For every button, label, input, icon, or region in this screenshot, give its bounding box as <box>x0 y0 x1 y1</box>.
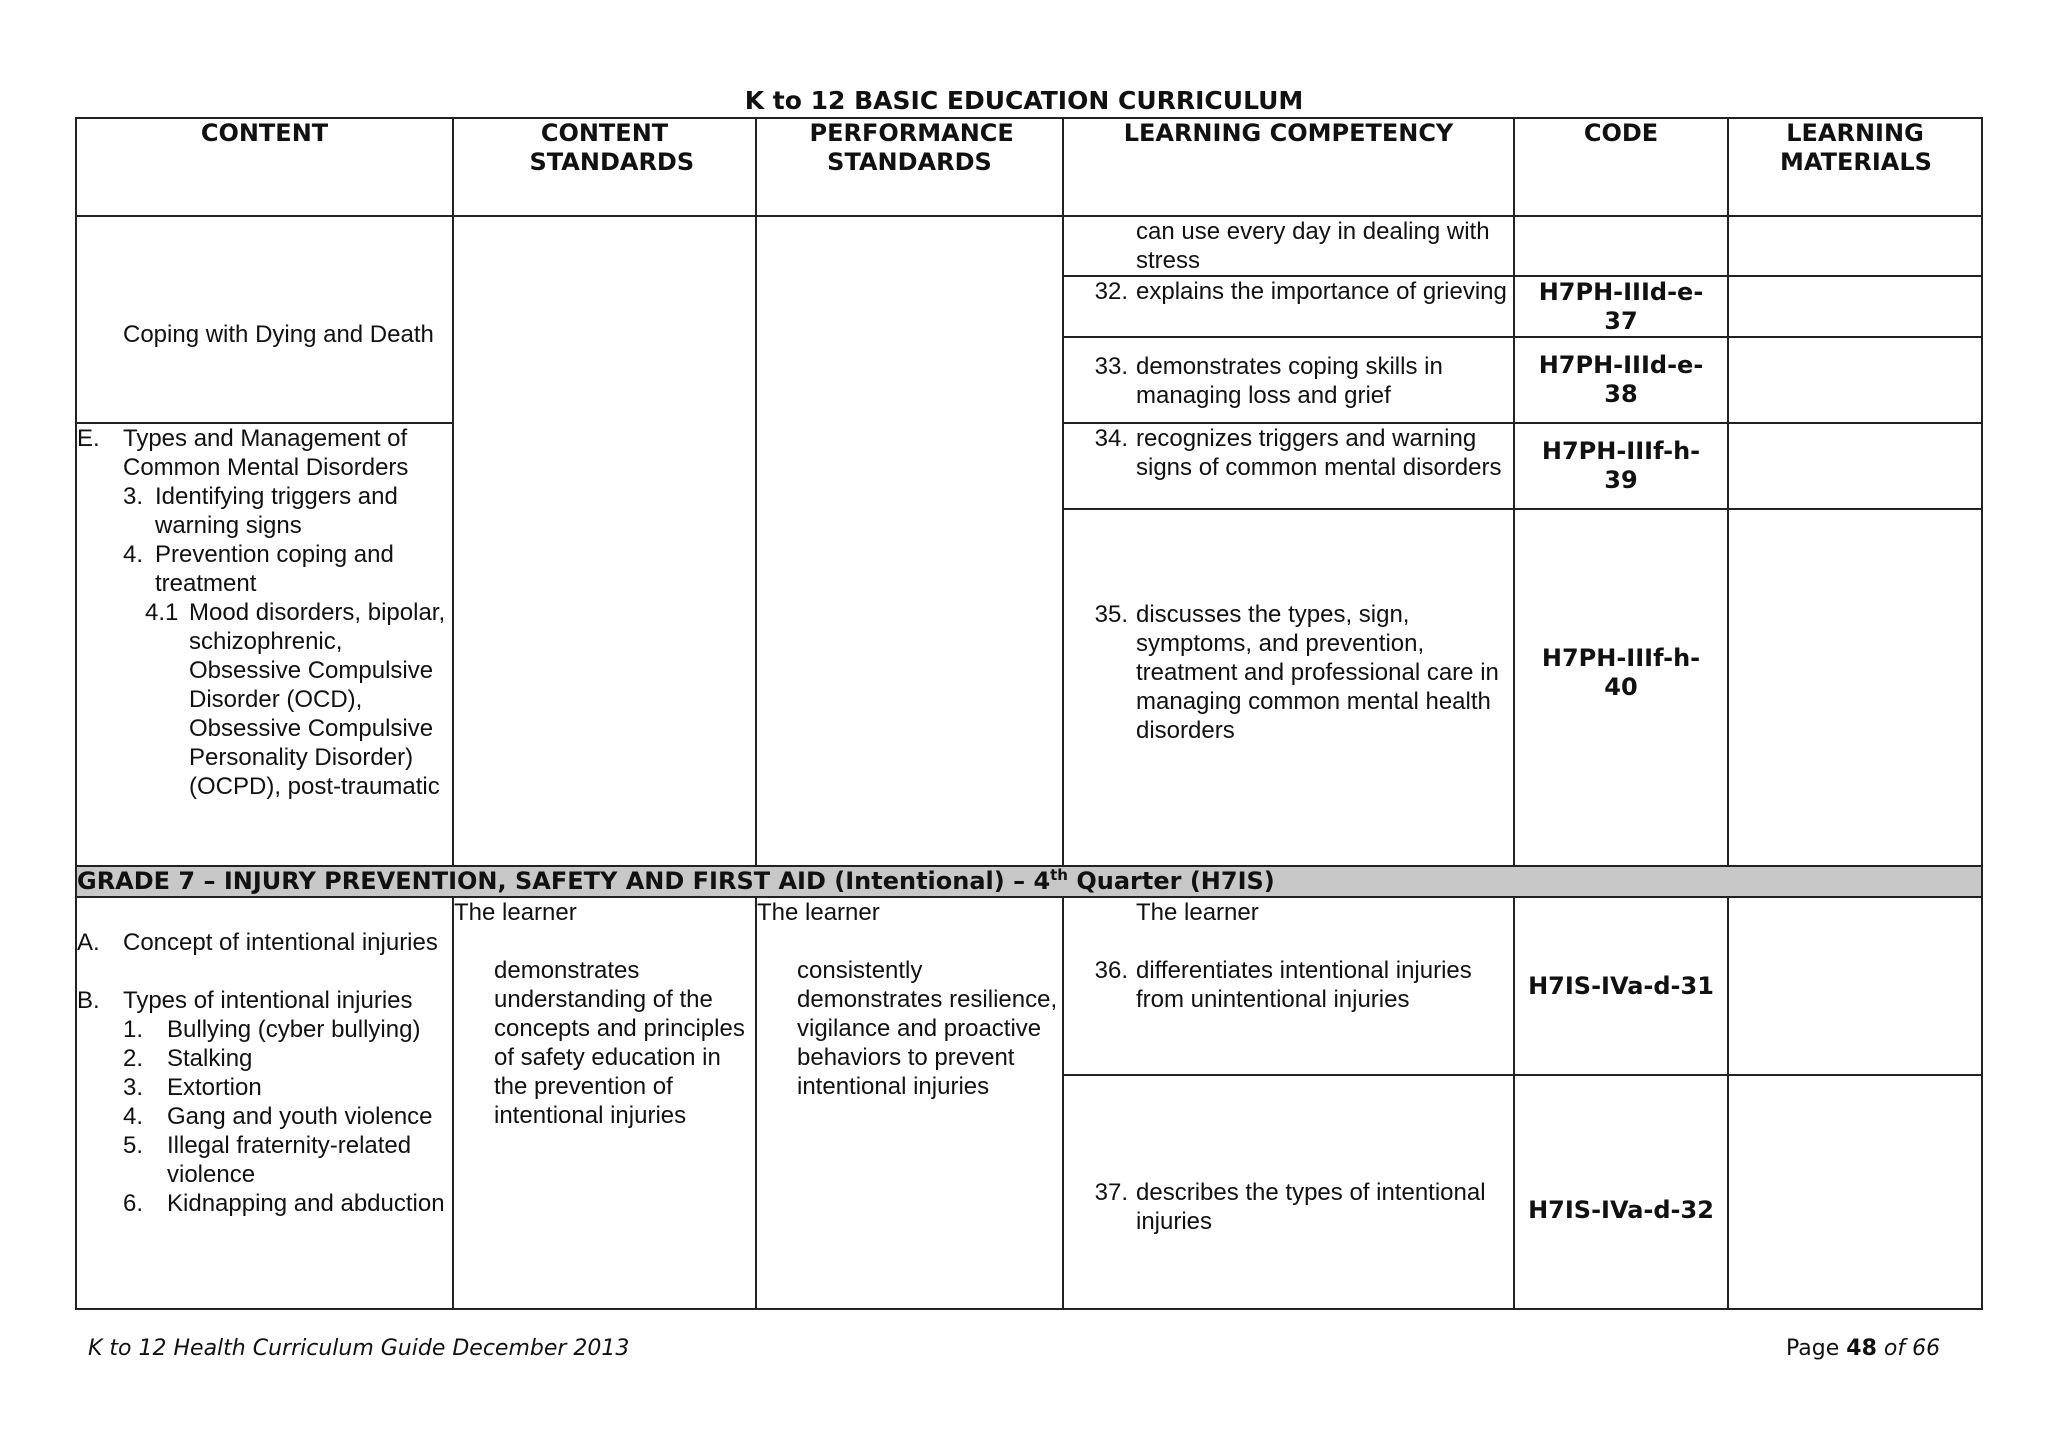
code-cell: H7IS-IVa-d-32 <box>1514 1075 1728 1309</box>
performance-standard-intro: The learner <box>757 899 880 926</box>
content-subitem: Stalking <box>167 1045 253 1072</box>
competency-number: 33. <box>1094 353 1128 380</box>
materials-cell <box>1728 276 1982 337</box>
header-content-standards: CONTENT STANDARDS <box>453 118 756 216</box>
competency-number: 37. <box>1094 1179 1128 1206</box>
competency-text: can use every day in dealing with stress <box>1136 218 1490 274</box>
competency-cell <box>1063 216 1514 276</box>
competency-text: demonstrates coping skills in managing loss and grief <box>1136 353 1443 409</box>
competency-text: recognizes triggers and warning signs of common mental disorders <box>1136 425 1502 481</box>
content-subitem: Illegal fraternity-related violence <box>167 1132 412 1188</box>
content-e-item: Identifying triggers and warning signs <box>155 483 398 539</box>
content-e-item: Prevention coping and treatment <box>155 541 394 597</box>
content-e-title: Types and Management of Common Mental Disorders <box>123 425 409 481</box>
curriculum-table <box>75 117 1983 1310</box>
content-subitem: Bullying (cyber bullying) <box>167 1016 421 1043</box>
performance-standards-cell <box>756 216 1063 866</box>
code-cell: H7PH-IIIf-h-40 <box>1514 509 1728 866</box>
content-standard-intro: The learner <box>454 899 577 926</box>
header-learning-materials: LEARNING MATERIALS <box>1728 118 1982 216</box>
content-item: Concept of intentional injuries <box>123 929 438 956</box>
materials-cell <box>1728 509 1982 866</box>
table-header-row <box>76 118 1982 216</box>
document-title: K to 12 BASIC EDUCATION CURRICULUM <box>744 86 1304 115</box>
materials-cell <box>1728 337 1982 423</box>
performance-standard-text: consistently demonstrates resilience, vigilance and proactive behaviors to prevent intentional injuries <box>797 957 1058 1100</box>
content-subitem: Kidnapping and abduction <box>167 1190 445 1217</box>
grade-band-row <box>76 866 1982 897</box>
competency-number: 35. <box>1094 601 1128 628</box>
competency-cell <box>1063 509 1514 866</box>
competency-cell <box>1063 337 1514 423</box>
code-cell <box>1514 216 1728 276</box>
content-subitem: Gang and youth violence <box>167 1103 433 1130</box>
content-e-subitem: Mood disorders, bipolar, schizophrenic, Obsessive Compulsive Disorder (OCD), Obsessive Compulsive Personality Disorder) (OCPD), post-traumatic <box>189 599 446 800</box>
content-e-label: E. <box>77 425 100 452</box>
content-subitem: Extortion <box>167 1074 262 1101</box>
materials-cell <box>1728 216 1982 276</box>
competency-text: differentiates intentional injuries from unintentional injuries <box>1136 957 1472 1013</box>
code-cell: H7PH-IIIf-h-39 <box>1514 423 1728 509</box>
competency-text: describes the types of intentional injuries <box>1136 1179 1486 1235</box>
materials-cell <box>1728 897 1982 1075</box>
content-standards-cell <box>453 897 756 1309</box>
code-cell: H7IS-IVa-d-31 <box>1514 897 1728 1075</box>
competency-text: discusses the types, sign, symptoms, and prevention, treatment and professional care in managing common mental health disorders <box>1136 601 1499 744</box>
competency-cell <box>1063 897 1514 1075</box>
code-cell: H7PH-IIId-e-37 <box>1514 276 1728 337</box>
competency-number: 34. <box>1094 425 1128 452</box>
competency-text: explains the importance of grieving <box>1136 278 1507 305</box>
content-cell-intentional-injuries: A. Concept of intentional injuries B. Types of intentional injuries 1. Bullying (cyber bullying) 2. Stalking 3. Extortion 4. Gang and youth violence 5. Illegal fraternity-related violence 6. Kidnapping and abduction <box>76 897 453 1309</box>
competency-cell <box>1063 276 1514 337</box>
table-row <box>76 897 1982 1075</box>
competency-intro: The learner <box>1136 899 1259 926</box>
content-item: Types of intentional injuries <box>123 987 413 1014</box>
content-standard-text: demonstrates understanding of the concepts and principles of safety education in the prevention of intentional injuries <box>494 957 745 1129</box>
code-cell: H7PH-IIId-e-38 <box>1514 337 1728 423</box>
header-code: CODE <box>1514 118 1728 216</box>
header-performance-standards: PERFORMANCE STANDARDS <box>756 118 1063 216</box>
footer-page-number: Page 48 of 66 <box>1786 1336 1941 1361</box>
competency-cell <box>1063 423 1514 509</box>
grade-band: GRADE 7 – INJURY PREVENTION, SAFETY AND FIRST AID (Intentional) – 4th Quarter (H7IS) <box>76 866 1982 897</box>
content-cell-coping <box>76 216 453 423</box>
content-coping-text: Coping with Dying and Death <box>123 321 434 348</box>
header-learning-competency: LEARNING COMPETENCY <box>1063 118 1514 216</box>
materials-cell <box>1728 1075 1982 1309</box>
competency-cell <box>1063 1075 1514 1309</box>
footer-guide-title: K to 12 Health Curriculum Guide December 2013 <box>88 1336 630 1361</box>
table-row <box>76 216 1982 276</box>
header-content: CONTENT <box>76 118 453 216</box>
performance-standards-cell <box>756 897 1063 1309</box>
materials-cell <box>1728 423 1982 509</box>
content-standards-cell <box>453 216 756 866</box>
content-cell-mental-disorders: E. Types and Management of Common Mental Disorders 3. Identifying triggers and warning signs 4. Prevention coping and treatment 4.1 Mood disorders, bipolar, schizophrenic, Obsessive Compulsive Disorder (OCD), Obsessive Compulsive Personality Disorder) (OCPD), post-traumatic <box>76 423 453 866</box>
competency-number: 32. <box>1094 278 1128 305</box>
competency-number: 36. <box>1094 957 1128 984</box>
